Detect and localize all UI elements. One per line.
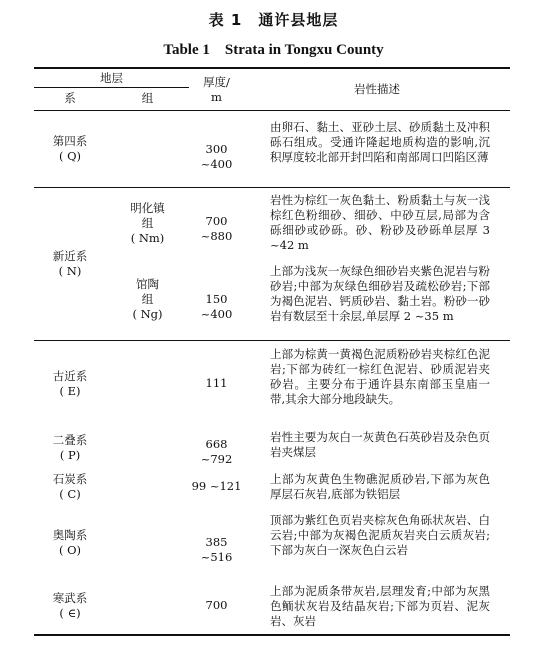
lithology-description: 上部为棕黄一黄褐色泥质粉砂岩夹棕红色泥岩;下部为砖红一棕红色泥岩、砂质泥岩夹砂岩。主要分布于通许县东南部玉皇庙一带,其余大部分地段缺失。 xyxy=(270,347,490,406)
system-cell xyxy=(34,472,106,502)
thickness-value: 111 xyxy=(205,376,228,390)
header-lithology: 岩性描述 xyxy=(354,82,400,96)
system-cell xyxy=(34,249,106,279)
group-cell xyxy=(106,201,189,246)
system-name: 二叠系 xyxy=(52,433,88,447)
system-name: 新近系 xyxy=(52,249,88,263)
table-title-english: Table 1 Strata in Tongxu County xyxy=(163,42,384,58)
bottom-rule xyxy=(34,634,510,636)
group-cell xyxy=(106,277,189,322)
thickness-value: 150 ~400 xyxy=(200,292,233,321)
header-group: 组 xyxy=(141,91,154,105)
system-cell xyxy=(34,591,106,621)
row-divider xyxy=(34,187,510,188)
system-name: 古近系 xyxy=(52,369,88,383)
lithology-description: 岩性为棕红一灰色黏土、粉质黏土与灰一浅棕红色粉细砂、细砂、中砂互层,局部为含砾细砂或砂砾。砂、粉砂及砂砾单层厚 3 ~42 m xyxy=(270,193,490,252)
thickness-value: 385 ~516 xyxy=(200,535,233,564)
system-code: ( ∈) xyxy=(59,606,81,620)
header-system: 系 xyxy=(64,91,76,105)
group-name: 馆陶 xyxy=(136,277,159,291)
row-divider xyxy=(34,340,510,341)
lithology-description: 上部为泥质条带灰岩,层理发育;中部为灰黑色鲕状灰岩及结晶灰岩;下部为页岩、泥灰岩、灰岩 xyxy=(270,584,490,628)
group-name: 组 xyxy=(141,292,154,306)
thickness-value: 668 ~792 xyxy=(200,437,233,466)
header-bottom-rule xyxy=(34,110,510,111)
system-code: ( E) xyxy=(59,384,81,398)
thickness-value: 99 ~121 xyxy=(191,479,242,493)
thickness-value: 700 ~880 xyxy=(200,214,233,243)
group-code: ( Nm) xyxy=(130,231,165,245)
system-code: ( N) xyxy=(58,264,82,278)
lithology-description: 顶部为紫红色页岩夹棕灰色角砾状灰岩、白云岩;中部为灰褐色泥质灰岩夹白云质灰岩;下部为灰白一深灰色白云岩 xyxy=(270,513,490,557)
group-code: ( Ng) xyxy=(132,307,163,321)
top-rule xyxy=(34,67,510,69)
lithology-description: 由卵石、黏土、亚砂土层、砂质黏土及冲积砾石组成。受通许隆起地质构造的影响,沉积厚度较北部开封凹陷和南部周口凹陷区薄 xyxy=(270,120,490,164)
group-name: 明化镇 xyxy=(130,201,165,215)
system-name: 奥陶系 xyxy=(52,528,88,542)
header-sub-rule xyxy=(34,87,189,88)
table-title-chinese: 表 1 通许县地层 xyxy=(208,11,339,29)
lithology-description: 岩性主要为灰白一灰黄色石英砂岩及杂色页岩夹煤层 xyxy=(270,430,490,459)
system-code: ( C) xyxy=(59,487,81,501)
system-code: ( Q) xyxy=(58,149,82,163)
header-thickness-label: 厚度/ xyxy=(203,75,230,89)
system-code: ( O) xyxy=(58,543,82,557)
system-cell xyxy=(34,134,106,164)
thickness-value: 300 ~400 xyxy=(200,142,233,171)
header-stratum: 地层 xyxy=(100,71,123,85)
lithology-description: 上部为灰黄色生物礁泥质砂岩,下部为灰色厚层石灰岩,底部为铁铝层 xyxy=(270,472,490,501)
thickness-value: 700 xyxy=(205,598,228,612)
system-name: 第四系 xyxy=(52,134,88,148)
system-name: 石炭系 xyxy=(52,472,88,486)
system-cell xyxy=(34,433,106,463)
lithology-description: 上部为浅灰一灰绿色细砂岩夹紫色泥岩与粉砂岩;中部为灰绿色细砂岩及疏松砂岩;下部为褐色泥岩、钙质砂岩、黏土岩。粉砂一砂岩有数层至十余层,单层厚 2 ~35 m xyxy=(270,264,490,323)
header-thickness xyxy=(189,75,244,105)
header-thickness-unit: m xyxy=(211,90,222,104)
system-name: 寒武系 xyxy=(52,591,88,605)
system-cell xyxy=(34,528,106,558)
group-name: 组 xyxy=(141,216,154,230)
system-code: ( P) xyxy=(59,448,81,462)
system-cell xyxy=(34,369,106,399)
